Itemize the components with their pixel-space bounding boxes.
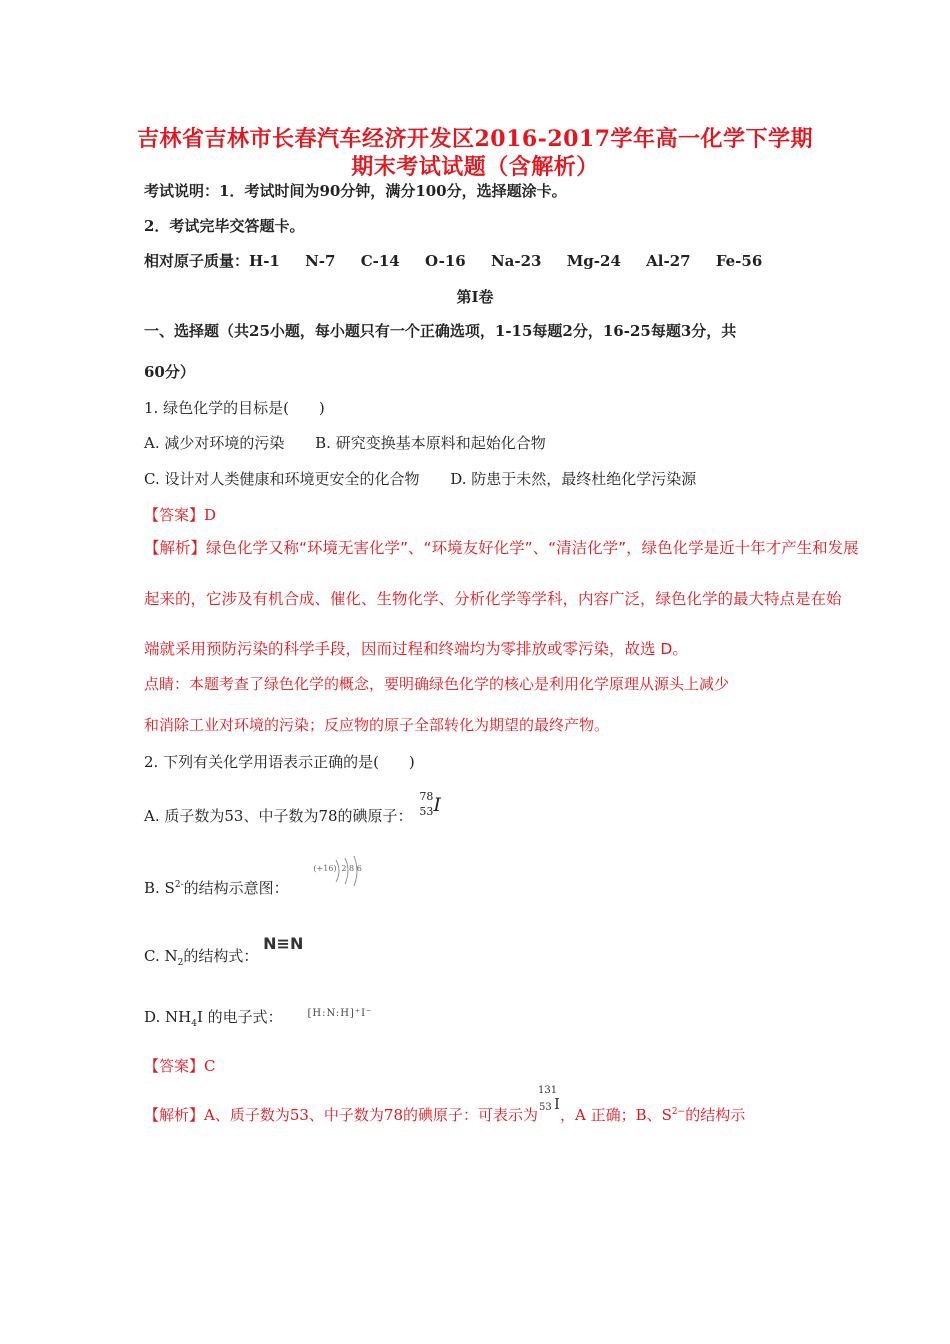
q1-analysis-1: 【解析】绿色化学又称“环境无害化学”、“环境友好化学”、“清洁化学”，绿色化学是近十年才产生和发展 — [144, 539, 859, 557]
q1-comment-2: 和消除工业对环境的污染；反应物的原子全部转化为期望的最终产物。 — [144, 716, 610, 734]
iodine-131-mass: 131 — [538, 1085, 558, 1096]
q2-option-c-pre: C. N — [144, 947, 178, 965]
sulfide-shell-counts: 2 8 6 — [341, 864, 362, 873]
q2-option-c — [144, 933, 304, 968]
volume-heading: 第Ⅰ卷 — [456, 288, 494, 306]
q1-options-ab — [144, 432, 546, 453]
q2-stem: 2. 下列有关化学用语表示正确的是( ) — [144, 753, 415, 771]
q2-option-d — [144, 1006, 372, 1029]
atomic-mass-h: H-1 — [249, 252, 280, 270]
doc-title-line2: 期末考试试题（含解析） — [351, 154, 599, 180]
atomic-mass-na: Na-23 — [490, 252, 542, 270]
q2-analysis — [144, 1085, 746, 1131]
q2-option-d-pre: D. NH — [144, 1008, 192, 1026]
q2-analysis-post2: 的结构示 — [685, 1106, 746, 1124]
q2-answer: 【答案】C — [144, 1057, 216, 1075]
q1-option-d: D. 防患于未然，最终杜绝化学污染源 — [450, 470, 697, 488]
atomic-mass-label: 相对原子质量： — [144, 252, 250, 270]
atomic-mass-mg: Mg-24 — [566, 252, 621, 270]
q1-option-c: C. 设计对人类健康和环境更安全的化合物 — [144, 470, 420, 488]
q2-option-d-sub: 4 — [191, 1019, 197, 1029]
q2-option-a-text: A. 质子数为53、中子数为78的碘原子： — [144, 807, 413, 825]
q2-option-c-post: 的结构式： — [183, 947, 259, 965]
atomic-mass-line — [144, 250, 762, 271]
q1-option-b: B. 研究变换基本原料和起始化合物 — [315, 434, 546, 452]
q2-option-b-pre: B. S — [144, 879, 175, 897]
iodine-symbol: I — [433, 794, 441, 816]
q1-comment-1: 点睛：本题考查了绿色化学的概念，要明确绿色化学的核心是利用化学原理从源头上减少 — [144, 675, 730, 693]
atomic-mass-c: C-14 — [360, 252, 400, 270]
q1-stem: 1. 绿色化学的目标是( ) — [144, 399, 325, 417]
section-heading-2: 60分） — [144, 363, 195, 381]
atomic-mass-al: Al-27 — [646, 252, 691, 270]
q2-option-b-charge: 2- — [174, 880, 184, 890]
iodine-131-atomic: 53 — [539, 1102, 552, 1113]
q2-option-b-post: 的结构示意图： — [183, 879, 289, 897]
section-heading-1: 一、选择题（共25小题，每小题只有一个正确选项，1-15每题2分，16-25每题3分，共 — [144, 322, 737, 340]
q1-analysis-2: 起来的，它涉及有机合成、催化、生物化学、分析化学等学科，内容广泛，绿色化学的最大特点是在始 — [144, 590, 842, 608]
doc-title-line1: 吉林省吉林市长春汽车经济开发区2016-2017学年高一化学下学期 — [136, 126, 814, 152]
q2-option-b — [144, 864, 373, 906]
q2-analysis-post1: ，A 正确；B、S — [560, 1106, 672, 1124]
sulfide-structure-diagram — [313, 854, 373, 888]
iodine-131-figure — [538, 1085, 560, 1119]
q2-option-d-post: I 的电子式： — [196, 1008, 283, 1026]
q1-answer: 【答案】D — [144, 506, 217, 524]
q2-analysis-pre: 【解析】A、质子数为53、中子数为78的碘原子：可表示为 — [144, 1106, 539, 1124]
nitrogen-structural-formula: N≡N — [263, 933, 304, 953]
q2-option-a — [144, 790, 447, 834]
q1-options-cd — [144, 468, 696, 489]
iodine-mass-number: 78 — [419, 790, 434, 803]
iodine-atomic-number: 53 — [419, 805, 434, 818]
atomic-mass-o: O-16 — [424, 252, 466, 270]
exam-instructions-2: 2．考试完毕交答题卡。 — [144, 217, 305, 235]
atomic-mass-n: N-7 — [305, 252, 336, 270]
iodine-131-symbol: I — [554, 1095, 560, 1113]
atomic-mass-fe: Fe-56 — [715, 252, 763, 270]
q2-option-c-sub: 2 — [177, 958, 184, 968]
iodine-nuclide-figure — [417, 790, 447, 824]
q1-analysis-3: 端就采用预防污染的科学手段，因而过程和终端均为零排放或零污染，故选 D。 — [144, 640, 688, 658]
q1-option-a: A. 减少对环境的污染 — [144, 434, 285, 452]
q2-analysis-charge: 2− — [671, 1107, 686, 1117]
sulfide-nucleus: (+16) — [313, 864, 337, 873]
exam-instructions-1: 考试说明：1．考试时间为90分钟，满分100分，选择题涂卡。 — [144, 182, 567, 200]
ammonium-iodide-electron-formula: [H:N:H]⁺I⁻ — [307, 1007, 373, 1019]
